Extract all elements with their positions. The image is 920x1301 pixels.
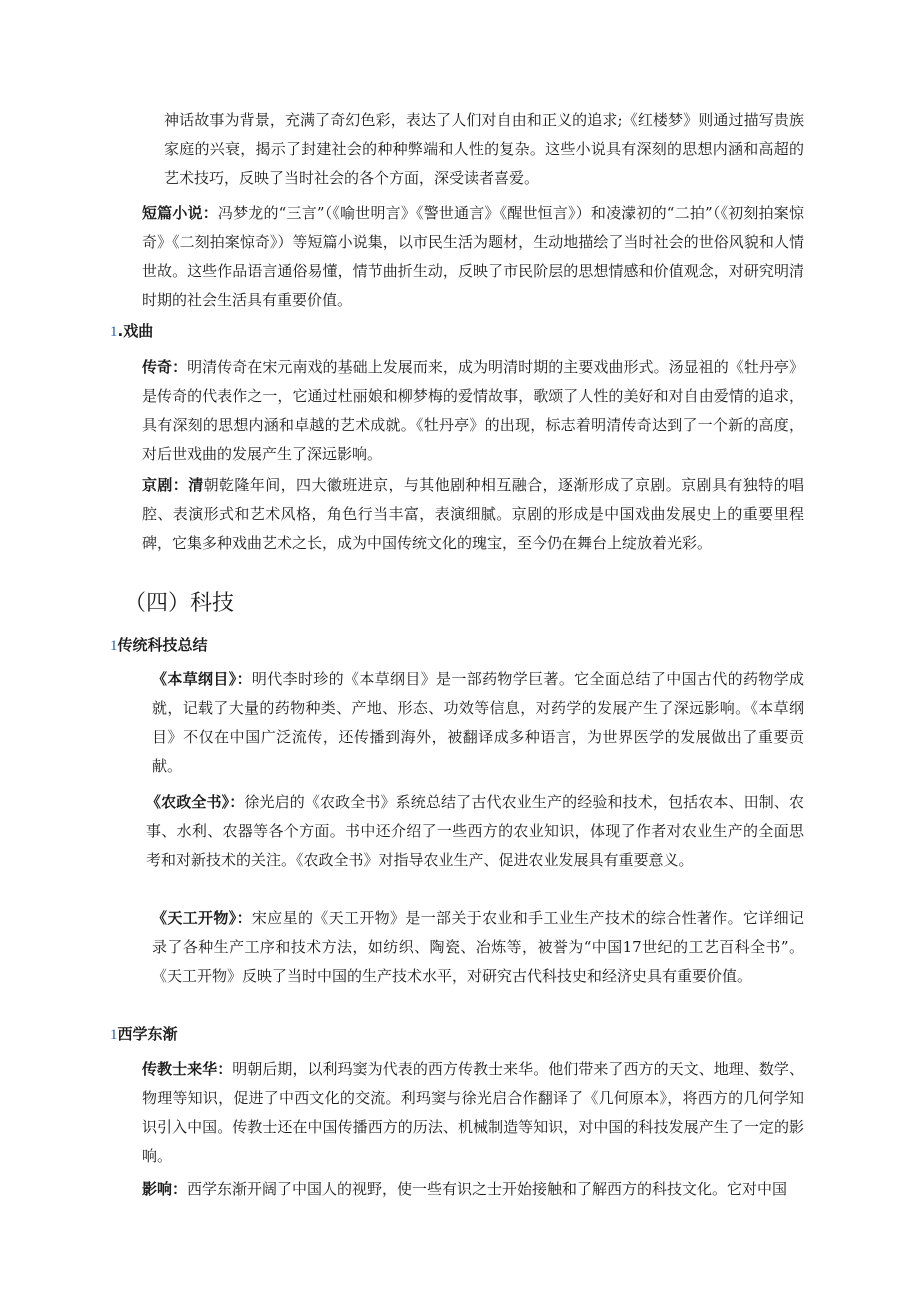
missionary-paragraph [142, 1055, 804, 1171]
tiangong-paragraph [152, 904, 804, 991]
chuanqi-text: 明清传奇在宋元南戏的基础上发展而来，成为明清时期的主要戏曲形式。汤显祖的《牡丹亭》是传奇的代表作之一，它通过杜丽娘和柳梦梅的爱情故事，歌颂了人性的美好和对自由爱情的追求，具有深刻的思想内涵和卓越的艺术成就。《牡丹亭》的出现，标志着明清传奇达到了一个新的高度，对后世戏曲的发展产生了深远影响。 [142, 358, 804, 463]
impact-paragraph [142, 1175, 804, 1204]
missionary-text: 明朝后期，以利玛窦为代表的西方传教士来华。他们带来了西方的天文、地理、数学、物理等知识，促进了中西文化的交流。利玛窦与徐光启合作翻译了《几何原本》，将西方的几何学知识引入中国。传教士还在中国传播西方的历法、机械制造等知识，对中国的科技发展产生了一定的影响。 [142, 1060, 804, 1165]
missionary-label: 传教士来华： [142, 1060, 233, 1078]
short-story-text: 冯梦龙的“三言”（《喻世明言》《警世通言》《醒世恒言》）和凌濛初的“二拍”（《初刻拍案惊奇》《二刻拍案惊奇》）等短篇小说集，以市民生活为题材，生动地描绘了当时社会的世俗风貌和人情世故。这些作品语言通俗易懂，情节曲折生动，反映了市民阶层的思想情感和价值观念，对研究明清时期的社会生活具有重要价值。 [142, 204, 804, 309]
impact-text: 西学东渐开阔了中国人的视野，使一些有识之士开始接触和了解西方的科技文化。它对中国 [187, 1180, 788, 1198]
chuanqi-label: 传奇： [142, 358, 188, 376]
novels-paragraph [164, 106, 804, 193]
western-number: 1 [110, 1027, 118, 1043]
jingju-label: 京剧：清 [142, 476, 204, 494]
jingju-paragraph [142, 471, 804, 558]
tech-summary-number: 1 [110, 638, 118, 654]
jingju-text: 朝乾隆年间，四大徽班进京，与其他剧种相互融合，逐渐形成了京剧。京剧具有独特的唱腔、表演形式和艺术风格，角色行当丰富，表演细腻。京剧的形成是中国戏曲发展史上的重要里程碑，它集多种戏曲艺术之长，成为中国传统文化的瑰宝，至今仍在舞台上绽放着光彩。 [142, 476, 804, 552]
novels-text: 神话故事为背景，充满了奇幻色彩，表达了人们对自由和正义的追求;《红楼梦》则通过描写贵族家庭的兴衰，揭示了封建社会的种种弊端和人性的复杂。这些小说具有深刻的思想内涵和高超的艺术技巧，反映了当时社会的各个方面，深受读者喜爱。 [164, 111, 804, 187]
tech-summary-heading [110, 633, 208, 658]
nongzheng-label: 《农政全书》： [146, 793, 245, 811]
tech-summary-title: 传统科技总结 [117, 636, 208, 654]
bencao-text: 明代李时珍的《本草纲目》是一部药物学巨著。它全面总结了中国古代的药物学成就，记载了大量的药物种类、产地、形态、功效等信息，对药学的发展产生了深远影响。《本草纲目》不仅在中国广泛流传，还传播到海外，被翻译成多种语言，为世界医学的发展做出了重要贡献。 [152, 670, 804, 775]
section-title-tech: （四）科技 [124, 591, 235, 616]
tiangong-label: 《天工开物》： [152, 909, 252, 927]
western-title: 西学东渐 [117, 1025, 178, 1043]
nongzheng-paragraph [146, 788, 804, 875]
bencao-paragraph [152, 665, 804, 781]
short-story-label: 短篇小说： [142, 204, 218, 222]
impact-label: 影响： [142, 1180, 188, 1198]
bencao-label: 《本草纲目》： [152, 670, 252, 688]
drama-number: 1 [110, 324, 118, 340]
short-story-paragraph [142, 199, 804, 315]
western-heading [110, 1022, 178, 1047]
nongzheng-text: 徐光启的《农政全书》系统总结了古代农业生产的经验和技术，包括农本、田制、农事、水利、农器等各个方面。书中还介绍了一些西方的农业知识，体现了作者对农业生产的全面思考和对新技术的关注。《农政全书》对指导农业生产、促进农业发展具有重要意义。 [146, 793, 804, 869]
tiangong-text: 宋应星的《天工开物》是一部关于农业和手工业生产技术的综合性著作。它详细记录了各种生产工序和技术方法，如纺织、陶瓷、冶炼等，被誉为“中国17世纪的工艺百科全书”。《天工开物》反映了当时中国的生产技术水平，对研究古代科技史和经济史具有重要价值。 [152, 909, 804, 985]
chuanqi-paragraph [142, 353, 804, 469]
drama-title: .戏曲 [117, 322, 154, 340]
drama-heading [110, 319, 153, 344]
